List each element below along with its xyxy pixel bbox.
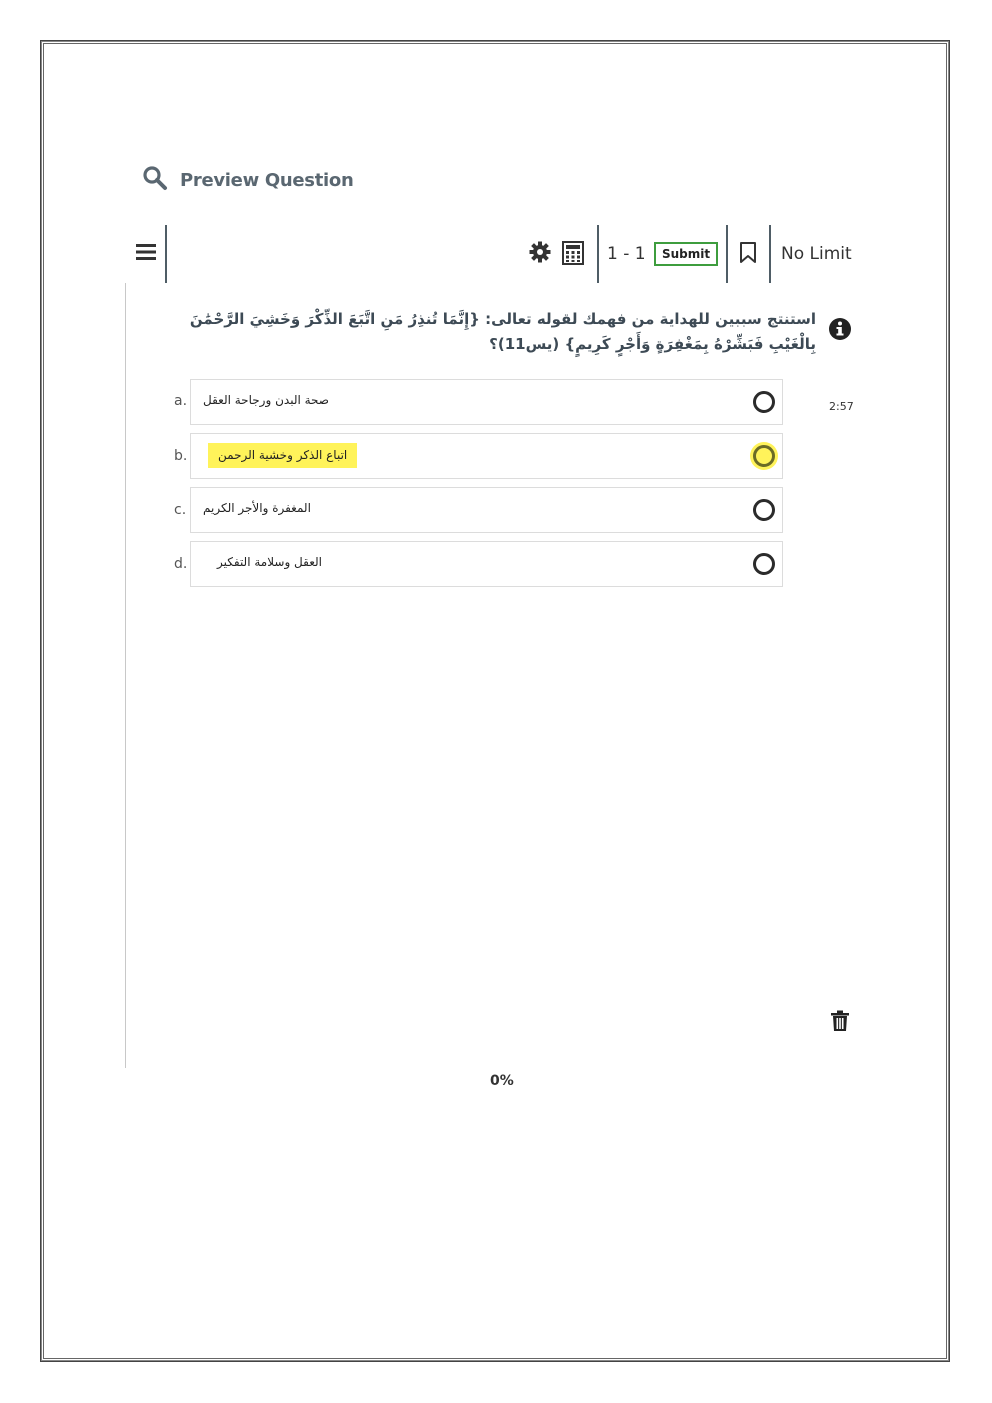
answer-option-b[interactable]	[190, 433, 783, 479]
radio-button[interactable]	[753, 391, 775, 413]
radio-button[interactable]	[753, 553, 775, 575]
question-text: استنتج سببين للهداية من فهمك لقوله تعالى: {إِنَّمَا تُنذِرُ مَنِ اتَّبَعَ الذِّكْرَ وَخَشِيَ الرَّحْمَٰنَ بِالْغَيْبِ فَبَشِّرْهُ بِمَغْفِرَةٍ وَأَجْرٍ كَرِيمٍ} (يس11)؟	[189, 310, 816, 353]
toolbar-divider	[597, 225, 599, 283]
answer-option-c[interactable]	[190, 487, 783, 533]
toolbar	[130, 225, 855, 283]
option-text: العقل وسلامة التفكير	[217, 555, 322, 569]
time-limit: No Limit	[781, 244, 852, 264]
option-letter: c.	[174, 502, 187, 518]
toolbar-divider	[165, 225, 167, 283]
preview-header	[142, 165, 353, 195]
menu-icon[interactable]	[136, 242, 156, 266]
calculator-icon[interactable]	[562, 241, 584, 269]
content-border	[125, 283, 126, 1068]
page-count: 1 - 1	[607, 244, 646, 264]
answer-option-d[interactable]	[190, 541, 783, 587]
toolbar-divider	[769, 225, 771, 283]
radio-button[interactable]	[753, 499, 775, 521]
option-letter: a.	[174, 393, 188, 409]
option-text: اتباع الذكر وخشية الرحمن	[208, 443, 357, 468]
info-icon[interactable]	[828, 317, 852, 345]
bookmark-icon[interactable]	[739, 242, 757, 268]
option-text: صحة البدن ورجاحة العقل	[203, 393, 329, 407]
gear-icon[interactable]	[529, 241, 551, 267]
question-timer: 2:57	[829, 400, 854, 413]
progress-percent: 0%	[490, 1073, 514, 1089]
option-text: المغفرة والأجر الكريم	[203, 501, 311, 515]
page-title: Preview Question	[180, 169, 354, 191]
option-letter: d.	[174, 556, 188, 572]
submit-button[interactable]: Submit	[654, 242, 718, 266]
radio-button[interactable]	[753, 445, 775, 467]
search-icon	[142, 165, 168, 195]
option-letter: b.	[174, 448, 188, 464]
toolbar-divider	[726, 225, 728, 283]
trash-icon[interactable]	[830, 1010, 850, 1036]
answer-option-a[interactable]	[190, 379, 783, 425]
